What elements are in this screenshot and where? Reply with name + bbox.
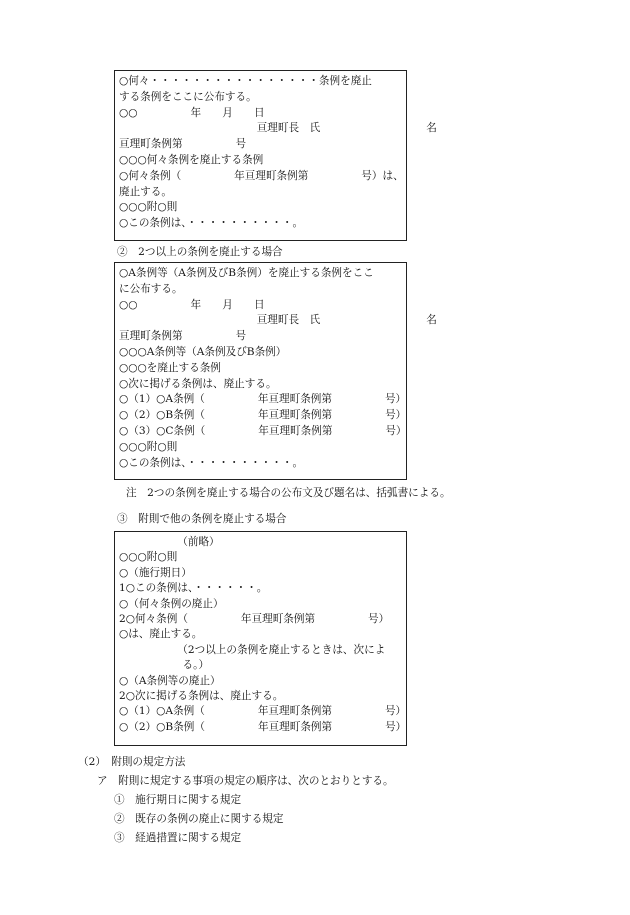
box1-line: 亘理町長 氏 名 xyxy=(119,122,437,135)
item-a-text: ア 附則に規定する事項の規定の順序は、次のとおりとする。 xyxy=(97,775,394,787)
box2-line: ○（1）○A条例（ 年亘理町条例第 号） xyxy=(119,393,407,406)
box3-line: （前略） xyxy=(119,536,220,548)
box3-line: ○は、廃止する。 xyxy=(119,628,203,641)
box2-line: ○A条例等（A条例及びB条例）を廃止する条例をここ xyxy=(119,267,374,279)
box3-line: （2つ以上の条例を廃止するときは、次によ xyxy=(119,643,386,656)
box1-line: ○何々条例（ 年亘理町条例第 号）は、 xyxy=(119,169,404,182)
box3-line: 1○この条例は、・・・・・・。 xyxy=(119,582,268,595)
box2-line: ○次に掲げる条例は、廃止する。 xyxy=(119,377,277,390)
box3-line: 2○次に掲げる条例は、廃止する。 xyxy=(119,689,284,702)
list-item: ① 施行期日に関する規定 xyxy=(114,794,242,806)
box2-line: ○この条例は、・・・・・・・・・・。 xyxy=(119,456,304,469)
box2-line: 亘理町長 氏 名 xyxy=(119,314,437,327)
box3-line: ○○○附○則 xyxy=(119,551,178,564)
box1-line: ○この条例は、・・・・・・・・・・。 xyxy=(119,217,304,230)
box2-line: ○（2）○B条例（ 年亘理町条例第 号） xyxy=(119,409,407,422)
box1-line: する条例をここに公布する。 xyxy=(119,90,257,103)
box2-line: に公布する。 xyxy=(119,282,183,295)
box3-line: ○（1）○A条例（ 年亘理町条例第 号） xyxy=(119,705,407,718)
list-item: ③ 経過措置に関する規定 xyxy=(114,832,242,844)
box2-line: ○（3）○C条例（ 年亘理町条例第 号） xyxy=(119,424,407,437)
box1-line: ○○○何々条例を廃止する条例 xyxy=(119,153,264,166)
heading-supplementary-repeal: ③ 附則で他の条例を廃止する場合 xyxy=(117,513,287,525)
list-item: ② 既存の条例の廃止に関する規定 xyxy=(114,813,284,825)
section-title: （2） 附則の規定方法 xyxy=(78,756,186,768)
box3-line: ○（A条例等の廃止） xyxy=(119,674,221,687)
box2-line: ○○○A条例等（A条例及びB条例） xyxy=(119,345,287,358)
box1-line: ○何々・・・・・・・・・・・・・・・・条例を廃止 xyxy=(119,75,372,87)
box1-line: 亘理町条例第 号 xyxy=(119,138,247,151)
example-box-supplementary-repeal xyxy=(114,531,407,746)
box1-line: ○○○附○則 xyxy=(119,201,178,214)
heading-multiple-repeal: ② 2つ以上の条例を廃止する場合 xyxy=(117,246,283,258)
example-box-single-repeal xyxy=(114,70,437,241)
example-box-multiple-repeal xyxy=(114,262,437,480)
box2-line: 亘理町条例第 号 xyxy=(119,330,247,343)
box3-line: ○（2）○B条例（ 年亘理町条例第 号） xyxy=(119,720,407,733)
box2-line: ○○ 年 月 日 xyxy=(119,298,265,311)
box2-line: ○○○附○則 xyxy=(119,440,178,453)
box3-line: 2○何々条例（ 年亘理町条例第 号） xyxy=(119,612,390,625)
box1-line: 廃止する。 xyxy=(119,185,172,198)
box3-line: る。） xyxy=(119,659,210,672)
box3-line: ○（施行期日） xyxy=(119,566,192,579)
box1-line: ○○ 年 月 日 xyxy=(119,106,265,119)
box2-line: ○○○を廃止する条例 xyxy=(119,361,221,374)
note-text: 注 2つの条例を廃止する場合の公布文及び題名は、括弧書による。 xyxy=(126,487,451,499)
box3-line: ○（何々条例の廃止） xyxy=(119,597,224,610)
